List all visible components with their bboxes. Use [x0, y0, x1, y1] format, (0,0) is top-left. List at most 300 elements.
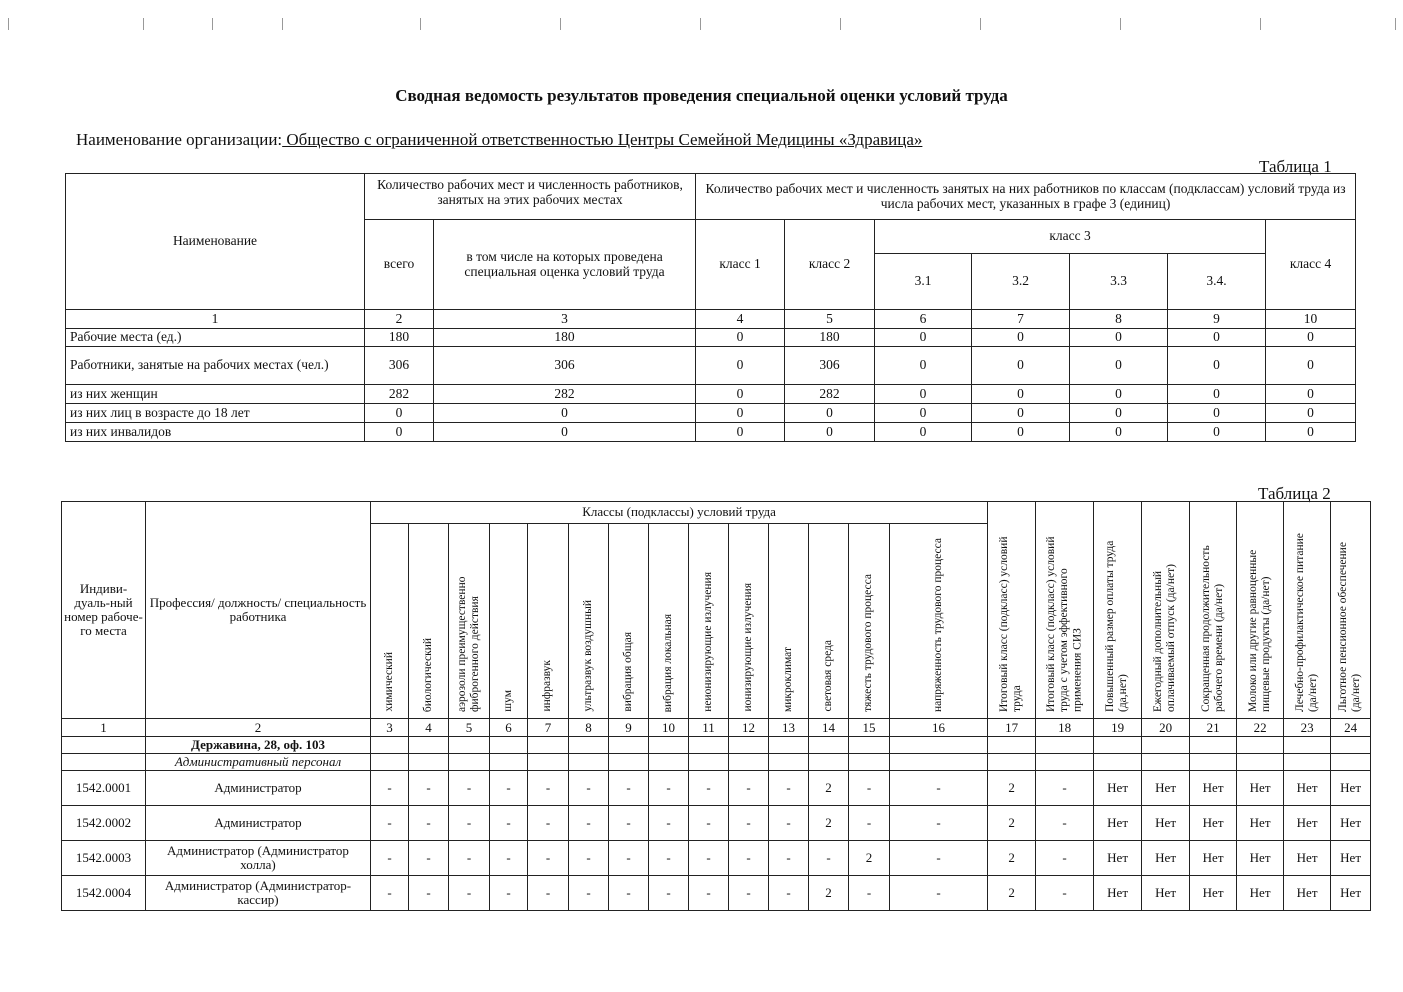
benefit-value: Нет — [1331, 876, 1371, 911]
factor-class: - — [490, 876, 528, 911]
column-number: 2 — [146, 719, 371, 737]
cell-value: 0 — [1266, 347, 1356, 385]
cell-value: 0 — [875, 423, 972, 442]
results-table — [61, 501, 1371, 911]
table-row — [62, 841, 1371, 876]
header-factor — [449, 524, 490, 719]
empty-cell — [609, 737, 649, 754]
column-number: 13 — [769, 719, 809, 737]
empty-cell — [569, 737, 609, 754]
department-row — [62, 754, 1371, 771]
empty-cell — [1331, 754, 1371, 771]
benefit-value: Нет — [1237, 806, 1284, 841]
benefit-value: Нет — [1190, 841, 1237, 876]
header-extra-label: Молоко или другие равноценные пищевые продукты (да/нет) — [1246, 549, 1273, 712]
benefit-value: Нет — [1142, 771, 1190, 806]
header-extra — [1190, 502, 1237, 719]
empty-cell — [569, 754, 609, 771]
factor-class: - — [409, 771, 449, 806]
factor-class: - — [769, 841, 809, 876]
empty-cell — [988, 737, 1036, 754]
empty-cell — [849, 754, 890, 771]
address: Державина, 28, оф. 103 — [146, 737, 371, 754]
header-extra — [1237, 502, 1284, 719]
organization-name: Общество с ограниченной ответственностью Центры Семейной Медицины «Здравица» — [282, 130, 923, 149]
header-class4: класс 4 — [1266, 220, 1356, 310]
cell-value: 0 — [972, 423, 1070, 442]
header-class33: 3.3 — [1070, 254, 1168, 310]
column-number: 11 — [689, 719, 729, 737]
benefit-value: Нет — [1237, 876, 1284, 911]
factor-class: - — [569, 841, 609, 876]
column-number: 5 — [449, 719, 490, 737]
factor-class: - — [528, 841, 569, 876]
cell-value: 0 — [434, 404, 696, 423]
column-number: 23 — [1284, 719, 1331, 737]
factor-class: - — [890, 841, 988, 876]
factor-class: - — [689, 841, 729, 876]
empty-cell — [890, 737, 988, 754]
empty-cell — [1331, 737, 1371, 754]
empty-cell — [729, 737, 769, 754]
scan-ticks — [0, 14, 1403, 34]
benefit-value: Нет — [1190, 771, 1237, 806]
header-factor — [809, 524, 849, 719]
cell-value: 0 — [1070, 329, 1168, 347]
empty-cell — [1142, 754, 1190, 771]
empty-cell — [890, 754, 988, 771]
factor-class: - — [569, 806, 609, 841]
cell-value: 0 — [972, 347, 1070, 385]
row-name: из них инвалидов — [66, 423, 365, 442]
column-number: 15 — [849, 719, 890, 737]
factor-class: - — [371, 806, 409, 841]
factor-class: - — [849, 771, 890, 806]
empty-cell — [528, 737, 569, 754]
column-number: 1 — [62, 719, 146, 737]
header-assessed: в том числе на которых проведена специальная оценка условий труда — [434, 220, 696, 310]
cell-value: 0 — [1266, 404, 1356, 423]
empty-cell — [649, 737, 689, 754]
cell-value: 0 — [972, 404, 1070, 423]
cell-value: 0 — [1266, 423, 1356, 442]
summary-table — [65, 173, 1356, 442]
factor-class: - — [649, 806, 689, 841]
column-number: 24 — [1331, 719, 1371, 737]
column-number: 7 — [528, 719, 569, 737]
empty-cell — [1284, 737, 1331, 754]
factor-class: - — [890, 806, 988, 841]
header-extra — [1094, 502, 1142, 719]
column-number: 3 — [434, 310, 696, 329]
final-class-siz: - — [1036, 806, 1094, 841]
factor-class: 2 — [849, 841, 890, 876]
cell-value: 306 — [365, 347, 434, 385]
header-factor — [371, 524, 409, 719]
column-number: 4 — [409, 719, 449, 737]
cell-value: 306 — [785, 347, 875, 385]
factor-class: - — [689, 806, 729, 841]
header-class31: 3.1 — [875, 254, 972, 310]
column-number: 9 — [609, 719, 649, 737]
header-extra — [1142, 502, 1190, 719]
empty-cell — [729, 754, 769, 771]
empty-cell — [528, 754, 569, 771]
factor-class: - — [371, 841, 409, 876]
final-class: 2 — [988, 876, 1036, 911]
organization-line — [76, 130, 922, 150]
empty-cell — [769, 754, 809, 771]
header-factor — [890, 524, 988, 719]
header-factor-label: инфразвук — [541, 660, 554, 712]
factor-class: - — [371, 876, 409, 911]
column-number: 6 — [875, 310, 972, 329]
header-workplace-id: Индиви-дуаль-ный номер рабоче-го места — [62, 502, 146, 719]
factor-class: - — [689, 876, 729, 911]
factor-class: - — [490, 841, 528, 876]
column-number: 8 — [1070, 310, 1168, 329]
empty-cell — [1237, 737, 1284, 754]
header-class34: 3.4. — [1168, 254, 1266, 310]
empty-cell — [409, 737, 449, 754]
cell-value: 282 — [785, 385, 875, 404]
empty-cell — [689, 737, 729, 754]
empty-cell — [62, 737, 146, 754]
cell-value: 0 — [785, 404, 875, 423]
column-number: 2 — [365, 310, 434, 329]
address-row — [62, 737, 1371, 754]
final-class: 2 — [988, 841, 1036, 876]
header-factor — [689, 524, 729, 719]
cell-value: 0 — [1168, 329, 1266, 347]
cell-value: 282 — [365, 385, 434, 404]
workplace-id: 1542.0003 — [62, 841, 146, 876]
header-factor-label: аэрозоли преимущественно фиброгенного действия — [455, 576, 481, 712]
empty-cell — [490, 754, 528, 771]
empty-cell — [609, 754, 649, 771]
cell-value: 0 — [1070, 423, 1168, 442]
column-number: 12 — [729, 719, 769, 737]
factor-class: - — [609, 876, 649, 911]
header-extra-label: Итоговый класс (подкласс) условий труда — [998, 536, 1024, 712]
row-name: Рабочие места (ед.) — [66, 329, 365, 347]
header-factor-label: неионизирующие излучения — [701, 572, 714, 712]
column-number: 21 — [1190, 719, 1237, 737]
profession: Администратор (Администратор-кассир) — [146, 876, 371, 911]
factor-class: 2 — [809, 771, 849, 806]
header-extra-label: Ежегодный дополнительный оплачиваемый отпуск (да/нет) — [1152, 564, 1178, 712]
factor-class: - — [409, 806, 449, 841]
factor-class: - — [449, 771, 490, 806]
factor-class: - — [769, 771, 809, 806]
header-extra — [1036, 502, 1094, 719]
benefit-value: Нет — [1284, 771, 1331, 806]
factor-class: - — [649, 771, 689, 806]
cell-value: 0 — [1070, 385, 1168, 404]
factor-class: - — [449, 876, 490, 911]
header-factor — [528, 524, 569, 719]
header-factor-label: тяжесть трудового процесса — [862, 574, 875, 712]
page-title: Сводная ведомость результатов проведения специальной оценки условий труда — [395, 86, 1008, 105]
factor-class: - — [569, 876, 609, 911]
column-number: 22 — [1237, 719, 1284, 737]
table-row — [66, 385, 1356, 404]
header-factor-label: химический — [382, 652, 395, 712]
benefit-value: Нет — [1094, 771, 1142, 806]
factor-class: - — [409, 841, 449, 876]
header-factor-label: микроклимат — [781, 646, 794, 712]
table-row — [62, 806, 1371, 841]
empty-cell — [1237, 754, 1284, 771]
header-name: Наименование — [66, 174, 365, 310]
header-working-classes: Классы (подклассы) условий труда — [371, 502, 988, 524]
cell-value: 0 — [696, 423, 785, 442]
column-number: 14 — [809, 719, 849, 737]
cell-value: 180 — [434, 329, 696, 347]
header-factor — [849, 524, 890, 719]
empty-cell — [809, 737, 849, 754]
empty-cell — [371, 737, 409, 754]
factor-class: - — [609, 841, 649, 876]
cell-value: 0 — [1070, 347, 1168, 385]
cell-value: 0 — [696, 329, 785, 347]
column-number: 3 — [371, 719, 409, 737]
header-extra-label: Повышенный размер оплаты труда (да,нет) — [1104, 540, 1130, 712]
empty-cell — [1284, 754, 1331, 771]
column-number: 10 — [649, 719, 689, 737]
row-name: Работники, занятые на рабочих местах (чел.) — [66, 347, 365, 385]
empty-cell — [1190, 754, 1237, 771]
empty-cell — [449, 737, 490, 754]
header-extra-label: Льготное пенсионное обеспечение (да/нет) — [1337, 542, 1363, 712]
empty-cell — [1094, 737, 1142, 754]
department: Административный персонал — [146, 754, 371, 771]
factor-class: - — [890, 876, 988, 911]
header-factor — [569, 524, 609, 719]
column-number: 19 — [1094, 719, 1142, 737]
empty-cell — [1036, 737, 1094, 754]
header-extra — [988, 502, 1036, 719]
header-factor — [769, 524, 809, 719]
cell-value: 282 — [434, 385, 696, 404]
factor-class: - — [769, 876, 809, 911]
cell-value: 0 — [365, 404, 434, 423]
profession: Администратор (Администратор холла) — [146, 841, 371, 876]
empty-cell — [1036, 754, 1094, 771]
header-factor-label: шум — [501, 690, 514, 712]
empty-cell — [449, 754, 490, 771]
column-number: 7 — [972, 310, 1070, 329]
final-class-siz: - — [1036, 876, 1094, 911]
cell-value: 0 — [1266, 329, 1356, 347]
factor-class: - — [729, 806, 769, 841]
factor-class: - — [890, 771, 988, 806]
benefit-value: Нет — [1331, 841, 1371, 876]
header-class1: класс 1 — [696, 220, 785, 310]
cell-value: 0 — [1070, 404, 1168, 423]
header-extra-label: Итоговый класс (подкласс) условий труда с учетом эффективного применения СИЗ — [1044, 536, 1084, 712]
empty-cell — [62, 754, 146, 771]
benefit-value: Нет — [1094, 841, 1142, 876]
empty-cell — [1094, 754, 1142, 771]
row-name: из них лиц в возрасте до 18 лет — [66, 404, 365, 423]
final-class-siz: - — [1036, 841, 1094, 876]
column-number: 5 — [785, 310, 875, 329]
cell-value: 0 — [696, 404, 785, 423]
factor-class: - — [449, 806, 490, 841]
factor-class: 2 — [809, 806, 849, 841]
cell-value: 0 — [1168, 404, 1266, 423]
empty-cell — [849, 737, 890, 754]
cell-value: 0 — [696, 385, 785, 404]
header-factor — [649, 524, 689, 719]
factor-class: - — [528, 806, 569, 841]
factor-class: - — [849, 876, 890, 911]
final-class: 2 — [988, 806, 1036, 841]
header-class3: класс 3 — [875, 220, 1266, 254]
header-factor — [409, 524, 449, 719]
factor-class: - — [609, 771, 649, 806]
cell-value: 0 — [875, 404, 972, 423]
header-factor — [609, 524, 649, 719]
factor-class: - — [809, 841, 849, 876]
table-row — [66, 404, 1356, 423]
factor-class: - — [409, 876, 449, 911]
cell-value: 0 — [875, 347, 972, 385]
table2-label: Таблица 2 — [1258, 484, 1331, 503]
column-number: 4 — [696, 310, 785, 329]
benefit-value: Нет — [1237, 841, 1284, 876]
empty-cell — [1142, 737, 1190, 754]
header-factor-label: ионизирующие излучения — [741, 583, 754, 712]
benefit-value: Нет — [1237, 771, 1284, 806]
header-extra-label: Лечебно-профилактическое питание (да/нет) — [1293, 533, 1320, 712]
factor-class: - — [528, 876, 569, 911]
factor-class: - — [649, 876, 689, 911]
header-extra — [1284, 502, 1331, 719]
column-number: 18 — [1036, 719, 1094, 737]
header-factor — [729, 524, 769, 719]
cell-value: 0 — [785, 423, 875, 442]
factor-class: - — [769, 806, 809, 841]
benefit-value: Нет — [1142, 876, 1190, 911]
cell-value: 0 — [972, 329, 1070, 347]
factor-class: - — [729, 771, 769, 806]
factor-class: - — [569, 771, 609, 806]
header-factor-label: вибрация локальная — [661, 613, 674, 712]
benefit-value: Нет — [1284, 806, 1331, 841]
workplace-id: 1542.0004 — [62, 876, 146, 911]
factor-class: - — [528, 771, 569, 806]
cell-value: 0 — [1168, 385, 1266, 404]
factor-class: - — [689, 771, 729, 806]
row-name: из них женщин — [66, 385, 365, 404]
cell-value: 0 — [365, 423, 434, 442]
factor-class: - — [609, 806, 649, 841]
header-factor-label: биологический — [421, 637, 434, 712]
organization-label: Наименование организации: — [76, 130, 283, 149]
column-number: 16 — [890, 719, 988, 737]
empty-cell — [490, 737, 528, 754]
final-class-siz: - — [1036, 771, 1094, 806]
profession: Администратор — [146, 806, 371, 841]
benefit-value: Нет — [1284, 876, 1331, 911]
benefit-value: Нет — [1331, 771, 1371, 806]
empty-cell — [409, 754, 449, 771]
cell-value: 0 — [875, 329, 972, 347]
column-number: 6 — [490, 719, 528, 737]
table-row — [66, 329, 1356, 347]
table-row — [62, 771, 1371, 806]
cell-value: 0 — [696, 347, 785, 385]
header-factor-label: напряженность трудового процесса — [931, 538, 944, 712]
column-number: 8 — [569, 719, 609, 737]
header-factor-label: световая среда — [821, 640, 834, 712]
benefit-value: Нет — [1142, 806, 1190, 841]
factor-class: - — [449, 841, 490, 876]
benefit-value: Нет — [1331, 806, 1371, 841]
cell-value: 0 — [972, 385, 1070, 404]
column-number: 1 — [66, 310, 365, 329]
empty-cell — [769, 737, 809, 754]
header-classes: Количество рабочих мест и численность занятых на них работников по классам (подклассам) условий труда из числа рабочих мест, указанных в графе 3 (единиц) — [696, 174, 1356, 220]
factor-class: - — [371, 771, 409, 806]
empty-cell — [1190, 737, 1237, 754]
cell-value: 180 — [785, 329, 875, 347]
workplace-id: 1542.0001 — [62, 771, 146, 806]
column-number: 10 — [1266, 310, 1356, 329]
factor-class: - — [490, 806, 528, 841]
empty-cell — [649, 754, 689, 771]
header-factor-label: вибрация общая — [621, 632, 634, 712]
header-class2: класс 2 — [785, 220, 875, 310]
final-class: 2 — [988, 771, 1036, 806]
header-extra-label: Сокращенная продолжительность рабочего времени (да/нет) — [1199, 545, 1226, 712]
benefit-value: Нет — [1142, 841, 1190, 876]
factor-class: - — [649, 841, 689, 876]
column-number: 20 — [1142, 719, 1190, 737]
header-factor — [490, 524, 528, 719]
header-workplaces: Количество рабочих мест и численность работников, занятых на этих рабочих местах — [365, 174, 696, 220]
cell-value: 0 — [1266, 385, 1356, 404]
table1-label: Таблица 1 — [1259, 157, 1332, 176]
column-number: 17 — [988, 719, 1036, 737]
empty-cell — [371, 754, 409, 771]
header-total: всего — [365, 220, 434, 310]
header-class32: 3.2 — [972, 254, 1070, 310]
table-row — [62, 876, 1371, 911]
benefit-value: Нет — [1190, 806, 1237, 841]
factor-class: - — [849, 806, 890, 841]
factor-class: 2 — [809, 876, 849, 911]
column-number: 9 — [1168, 310, 1266, 329]
cell-value: 0 — [1168, 423, 1266, 442]
benefit-value: Нет — [1094, 876, 1142, 911]
header-profession: Профессия/ должность/ специальность работника — [146, 502, 371, 719]
cell-value: 180 — [365, 329, 434, 347]
empty-cell — [809, 754, 849, 771]
table-row — [66, 347, 1356, 385]
benefit-value: Нет — [1284, 841, 1331, 876]
workplace-id: 1542.0002 — [62, 806, 146, 841]
factor-class: - — [490, 771, 528, 806]
header-extra — [1331, 502, 1371, 719]
factor-class: - — [729, 841, 769, 876]
empty-cell — [988, 754, 1036, 771]
table-row — [66, 423, 1356, 442]
benefit-value: Нет — [1094, 806, 1142, 841]
cell-value: 306 — [434, 347, 696, 385]
